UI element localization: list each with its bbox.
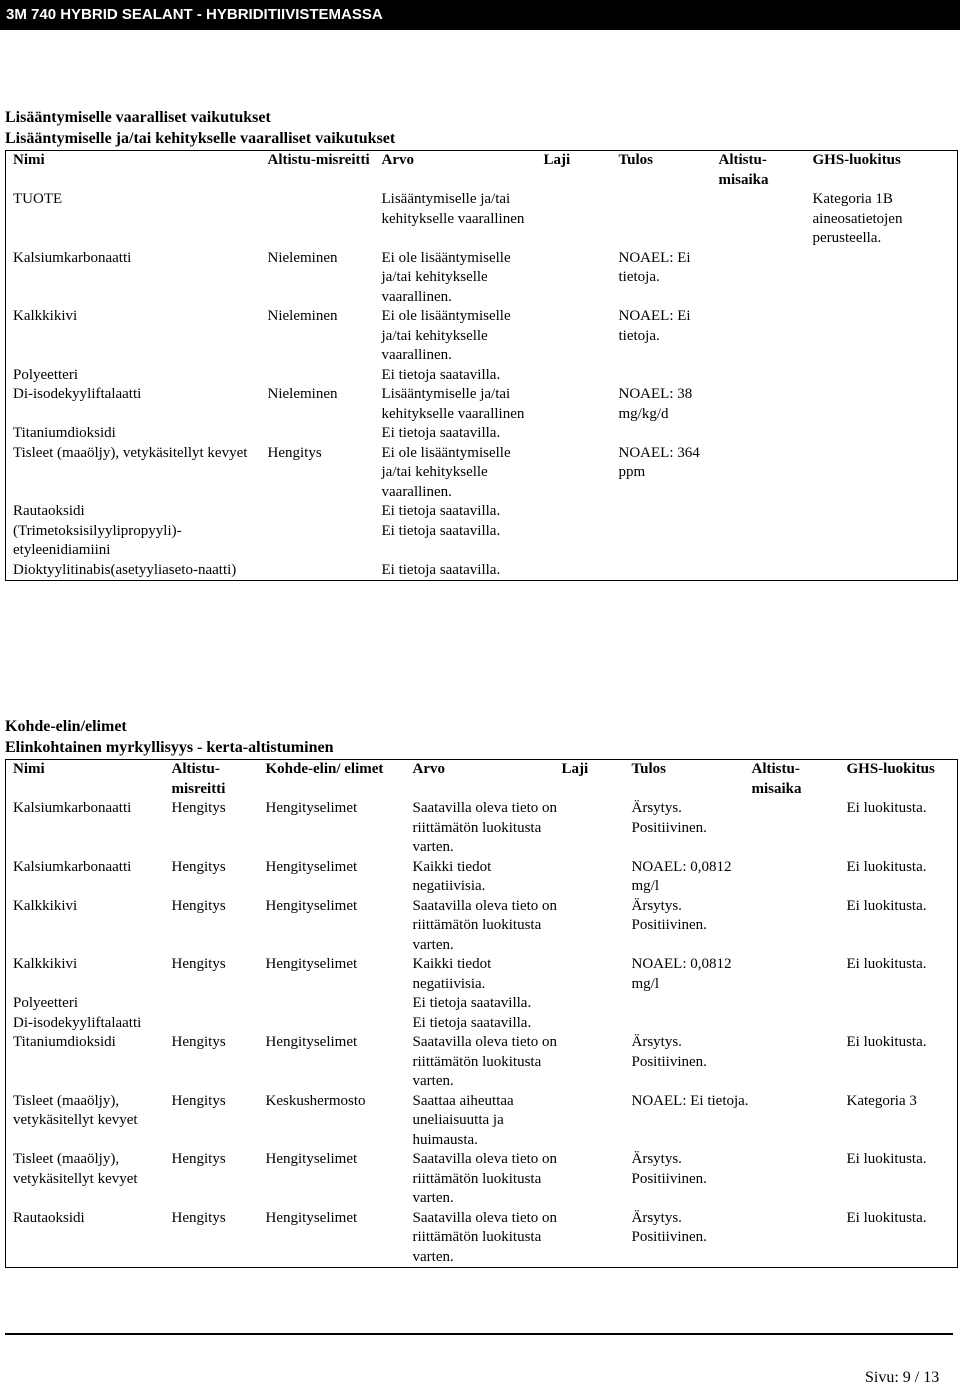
cell-ghs: Ei luokitusta. <box>846 897 927 914</box>
cell-result: Ärsytys. Positiivinen. <box>631 1209 707 1245</box>
cell-duration <box>752 955 839 994</box>
cell-value: Saatavilla oleva tieto on riittämätön luokitusta varten. <box>412 1209 558 1265</box>
cell-duration <box>752 1092 839 1151</box>
cell-route: Hengitys <box>267 444 322 461</box>
cell-ghs: Kategoria 3 <box>846 1092 917 1109</box>
cell-duration <box>719 502 806 522</box>
cell-duration <box>719 190 806 249</box>
table-row <box>6 249 958 308</box>
section-heading: Kohde-elin/elimet <box>5 718 127 735</box>
cell-value: Saatavilla oleva tieto on riittämätön luokitusta varten. <box>412 800 558 855</box>
cell-type <box>562 1209 632 1268</box>
table-row <box>6 994 958 1014</box>
cell-route <box>268 522 382 561</box>
cell-route <box>268 502 382 522</box>
table-row <box>6 799 958 858</box>
column-header: Tulos <box>631 761 666 777</box>
cell-route: Nieleminen <box>267 249 338 266</box>
cell-ghs: Kategoria 1B aineosatietojen perusteella. <box>812 191 903 246</box>
cell-name: Rautaoksidi <box>13 503 85 519</box>
cell-type <box>562 1014 632 1034</box>
cell-name: Di-isodekyyliftalaatti <box>13 1014 142 1031</box>
cell-ghs <box>806 249 958 308</box>
cell-name: Di-isodekyyliftalaatti <box>13 386 142 402</box>
cell-value: Ei ole lisääntymiselle ja/tai kehitykselle vaarallinen. <box>381 444 511 500</box>
page-number: Sivu: 9 / 13 <box>865 1369 940 1386</box>
cell-name: Kalkkikivi <box>13 956 78 972</box>
cell-result <box>619 522 719 561</box>
cell-type <box>562 897 632 956</box>
cell-route <box>268 366 382 386</box>
cell-ghs <box>806 307 958 366</box>
table-row <box>6 190 958 249</box>
cell-name: Rautaoksidi <box>13 1209 85 1226</box>
cell-duration <box>719 424 806 444</box>
table-row <box>6 858 958 897</box>
cell-value: Ei ole lisääntymiselle ja/tai kehitykselle vaarallinen. <box>381 308 511 363</box>
section-heading: Lisääntymiselle vaaralliset vaikutukset <box>5 109 271 126</box>
cell-route: Nieleminen <box>267 386 338 402</box>
cell-value: Kaikki tiedot negatiivisia. <box>412 956 492 992</box>
table-row <box>6 1033 958 1092</box>
cell-value: Ei tietoja saatavilla. <box>381 503 501 519</box>
table-row <box>6 1209 958 1268</box>
cell-ghs: Ei luokitusta. <box>846 1209 927 1226</box>
column-header: Kohde-elin/ elimet <box>265 761 384 777</box>
cell-organ: Hengityselimet <box>265 1209 358 1226</box>
cell-organ: Keskushermosto <box>265 1092 366 1109</box>
cell-ghs <box>806 366 958 386</box>
cell-duration <box>719 385 806 424</box>
cell-value: Saatavilla oleva tieto on riittämätön luokitusta varten. <box>412 1034 558 1089</box>
cell-duration <box>752 1033 839 1092</box>
column-header: Tulos <box>618 152 653 168</box>
column-header: GHS-luokitus <box>846 761 935 777</box>
cell-type <box>562 1150 632 1209</box>
cell-ghs <box>806 385 958 424</box>
cell-name: Dioktyylitinabis(asetyyliaseto-naatti) <box>13 561 237 578</box>
table-row <box>6 1150 958 1209</box>
reproductive-toxicity-table <box>5 150 958 581</box>
cell-route <box>172 1014 266 1034</box>
cell-route: Nieleminen <box>267 308 338 324</box>
cell-result: NOAEL: Ei tietoja. <box>618 308 691 344</box>
cell-organ: Hengityselimet <box>265 800 358 816</box>
cell-result <box>632 994 752 1014</box>
cell-name: TUOTE <box>13 191 63 207</box>
column-header: Arvo <box>412 761 445 777</box>
cell-type <box>544 561 619 581</box>
cell-result <box>632 1014 752 1034</box>
cell-value: Ei tietoja saatavilla. <box>412 1014 532 1031</box>
cell-result <box>619 502 719 522</box>
cell-type <box>544 424 619 444</box>
column-header: Arvo <box>381 152 414 168</box>
cell-value: Saattaa aiheuttaa uneliaisuutta ja huimausta. <box>412 1092 514 1148</box>
column-header: Nimi <box>13 152 45 168</box>
cell-name: Tisleet (maaöljy), vetykäsitellyt kevyet <box>13 1092 138 1128</box>
cell-duration <box>719 249 806 308</box>
table-row <box>6 444 958 503</box>
column-header: GHS-luokitus <box>812 152 901 168</box>
cell-name: Kalsiumkarbonaatti <box>13 800 132 816</box>
table-row <box>6 1014 958 1034</box>
cell-route: Hengitys <box>171 897 226 914</box>
cell-name: Tisleet (maaöljy), vetykäsitellyt kevyet <box>13 444 248 461</box>
cell-value: Ei tietoja saatavilla. <box>381 425 501 441</box>
cell-organ <box>266 1014 404 1034</box>
cell-name: Polyeetteri <box>13 366 78 383</box>
cell-organ <box>266 994 404 1014</box>
cell-name: Kalkkikivi <box>13 897 78 914</box>
cell-ghs: Ei luokitusta. <box>846 1151 927 1167</box>
cell-value: Ei tietoja saatavilla. <box>381 561 501 578</box>
cell-ghs <box>806 561 958 581</box>
table-row <box>6 385 958 424</box>
table-header-row <box>6 760 958 800</box>
cell-ghs <box>839 994 958 1014</box>
cell-type <box>544 444 619 503</box>
cell-type <box>544 190 619 249</box>
column-header: Altistu-misaika <box>751 761 802 797</box>
cell-ghs <box>839 1014 958 1034</box>
cell-duration <box>752 1209 839 1268</box>
cell-route: Hengitys <box>171 1151 226 1167</box>
cell-ghs <box>806 444 958 503</box>
cell-type <box>544 385 619 424</box>
cell-name: Kalkkikivi <box>13 308 78 324</box>
cell-name: Titaniumdioksidi <box>13 1034 116 1050</box>
cell-ghs: Ei luokitusta. <box>846 800 927 816</box>
cell-organ: Hengityselimet <box>265 897 358 914</box>
column-header: Laji <box>543 152 571 168</box>
cell-name: Tisleet (maaöljy), vetykäsitellyt kevyet <box>13 1151 138 1187</box>
cell-result: Ärsytys. Positiivinen. <box>631 1151 707 1187</box>
cell-value: Ei tietoja saatavilla. <box>412 995 532 1011</box>
cell-duration <box>719 366 806 386</box>
cell-value: Lisääntymiselle ja/tai kehitykselle vaarallinen <box>381 191 525 227</box>
cell-route: Hengitys <box>171 858 226 875</box>
cell-duration <box>752 1150 839 1209</box>
column-header: Laji <box>561 761 589 777</box>
column-header: Altistu-misreitti <box>267 152 370 168</box>
table-row <box>6 897 958 956</box>
cell-name: Kalsiumkarbonaatti <box>13 858 132 875</box>
cell-ghs: Ei luokitusta. <box>846 858 927 875</box>
cell-result <box>619 561 719 581</box>
cell-result: Ärsytys. Positiivinen. <box>631 1034 707 1070</box>
cell-ghs: Ei luokitusta. <box>846 956 927 972</box>
section-subheading: Lisääntymiselle ja/tai kehitykselle vaaralliset vaikutukset <box>5 130 396 147</box>
cell-value: Kaikki tiedot negatiivisia. <box>412 858 492 894</box>
cell-route: Hengitys <box>171 1034 226 1050</box>
cell-type <box>544 307 619 366</box>
cell-duration <box>752 994 839 1014</box>
cell-result: NOAEL: 0,0812 mg/l <box>631 858 732 894</box>
cell-result: NOAEL: Ei tietoja. <box>631 1092 749 1109</box>
cell-name: Polyeetteri <box>13 995 78 1011</box>
cell-duration <box>719 307 806 366</box>
cell-type <box>562 858 632 897</box>
cell-result <box>619 424 719 444</box>
cell-type <box>562 994 632 1014</box>
cell-result: NOAEL: 38 mg/kg/d <box>618 386 693 422</box>
cell-name: Kalsiumkarbonaatti <box>13 249 132 266</box>
cell-ghs <box>806 424 958 444</box>
cell-route <box>268 424 382 444</box>
column-header: Altistu-misaika <box>718 152 769 188</box>
cell-value: Ei tietoja saatavilla. <box>381 522 501 539</box>
cell-result <box>619 190 719 249</box>
cell-organ: Hengityselimet <box>265 858 358 875</box>
cell-route: Hengitys <box>171 1209 226 1226</box>
cell-ghs <box>806 522 958 561</box>
cell-value: Saatavilla oleva tieto on riittämätön luokitusta varten. <box>412 1151 558 1206</box>
cell-duration <box>719 522 806 561</box>
cell-route <box>268 190 382 249</box>
section-subheading: Elinkohtainen myrkyllisyys - kerta-altistuminen <box>5 739 334 756</box>
cell-ghs: Ei luokitusta. <box>846 1034 927 1050</box>
cell-value: Ei tietoja saatavilla. <box>381 366 501 383</box>
cell-duration <box>719 444 806 503</box>
cell-name: Titaniumdioksidi <box>13 425 116 441</box>
cell-type <box>544 249 619 308</box>
cell-name: (Trimetoksisilyylipropyyli)-etyleenidiamiini <box>13 522 182 558</box>
cell-type <box>562 1033 632 1092</box>
document-header: 3M 740 HYBRID SEALANT - HYBRIDITIIVISTEMASSA <box>0 0 960 30</box>
cell-result: NOAEL: Ei tietoja. <box>618 249 691 285</box>
cell-result: NOAEL: 0,0812 mg/l <box>631 956 732 992</box>
cell-route <box>268 561 382 581</box>
table-row <box>6 502 958 522</box>
table-row <box>6 424 958 444</box>
cell-route <box>172 994 266 1014</box>
cell-duration <box>752 897 839 956</box>
cell-route: Hengitys <box>171 956 226 972</box>
cell-organ: Hengityselimet <box>265 1034 358 1050</box>
column-header: Altistu-misreitti <box>171 761 226 797</box>
cell-type <box>562 799 632 858</box>
cell-value: Lisääntymiselle ja/tai kehitykselle vaarallinen <box>381 386 525 422</box>
cell-type <box>544 522 619 561</box>
cell-route: Hengitys <box>171 1092 226 1109</box>
cell-result: Ärsytys. Positiivinen. <box>631 800 707 836</box>
table-row <box>6 1092 958 1151</box>
table-row <box>6 307 958 366</box>
table-header-row <box>6 151 958 191</box>
cell-type <box>562 1092 632 1151</box>
table-row <box>6 522 958 561</box>
cell-route: Hengitys <box>171 800 226 816</box>
stot-single-exposure-table <box>5 759 958 1268</box>
cell-organ: Hengityselimet <box>265 956 358 972</box>
cell-result: NOAEL: 364 ppm <box>618 444 700 480</box>
cell-result: Ärsytys. Positiivinen. <box>631 897 707 933</box>
column-header: Nimi <box>13 761 45 777</box>
footer-divider <box>5 1333 953 1335</box>
cell-result <box>619 366 719 386</box>
cell-duration <box>752 858 839 897</box>
cell-duration <box>752 1014 839 1034</box>
cell-type <box>544 502 619 522</box>
table-row <box>6 561 958 581</box>
cell-ghs <box>806 502 958 522</box>
cell-value: Ei ole lisääntymiselle ja/tai kehitykselle vaarallinen. <box>381 249 511 305</box>
cell-value: Saatavilla oleva tieto on riittämätön luokitusta varten. <box>412 897 558 953</box>
cell-duration <box>752 799 839 858</box>
cell-duration <box>719 561 806 581</box>
cell-type <box>562 955 632 994</box>
cell-type <box>544 366 619 386</box>
cell-organ: Hengityselimet <box>265 1151 358 1167</box>
table-row <box>6 366 958 386</box>
table-row <box>6 955 958 994</box>
